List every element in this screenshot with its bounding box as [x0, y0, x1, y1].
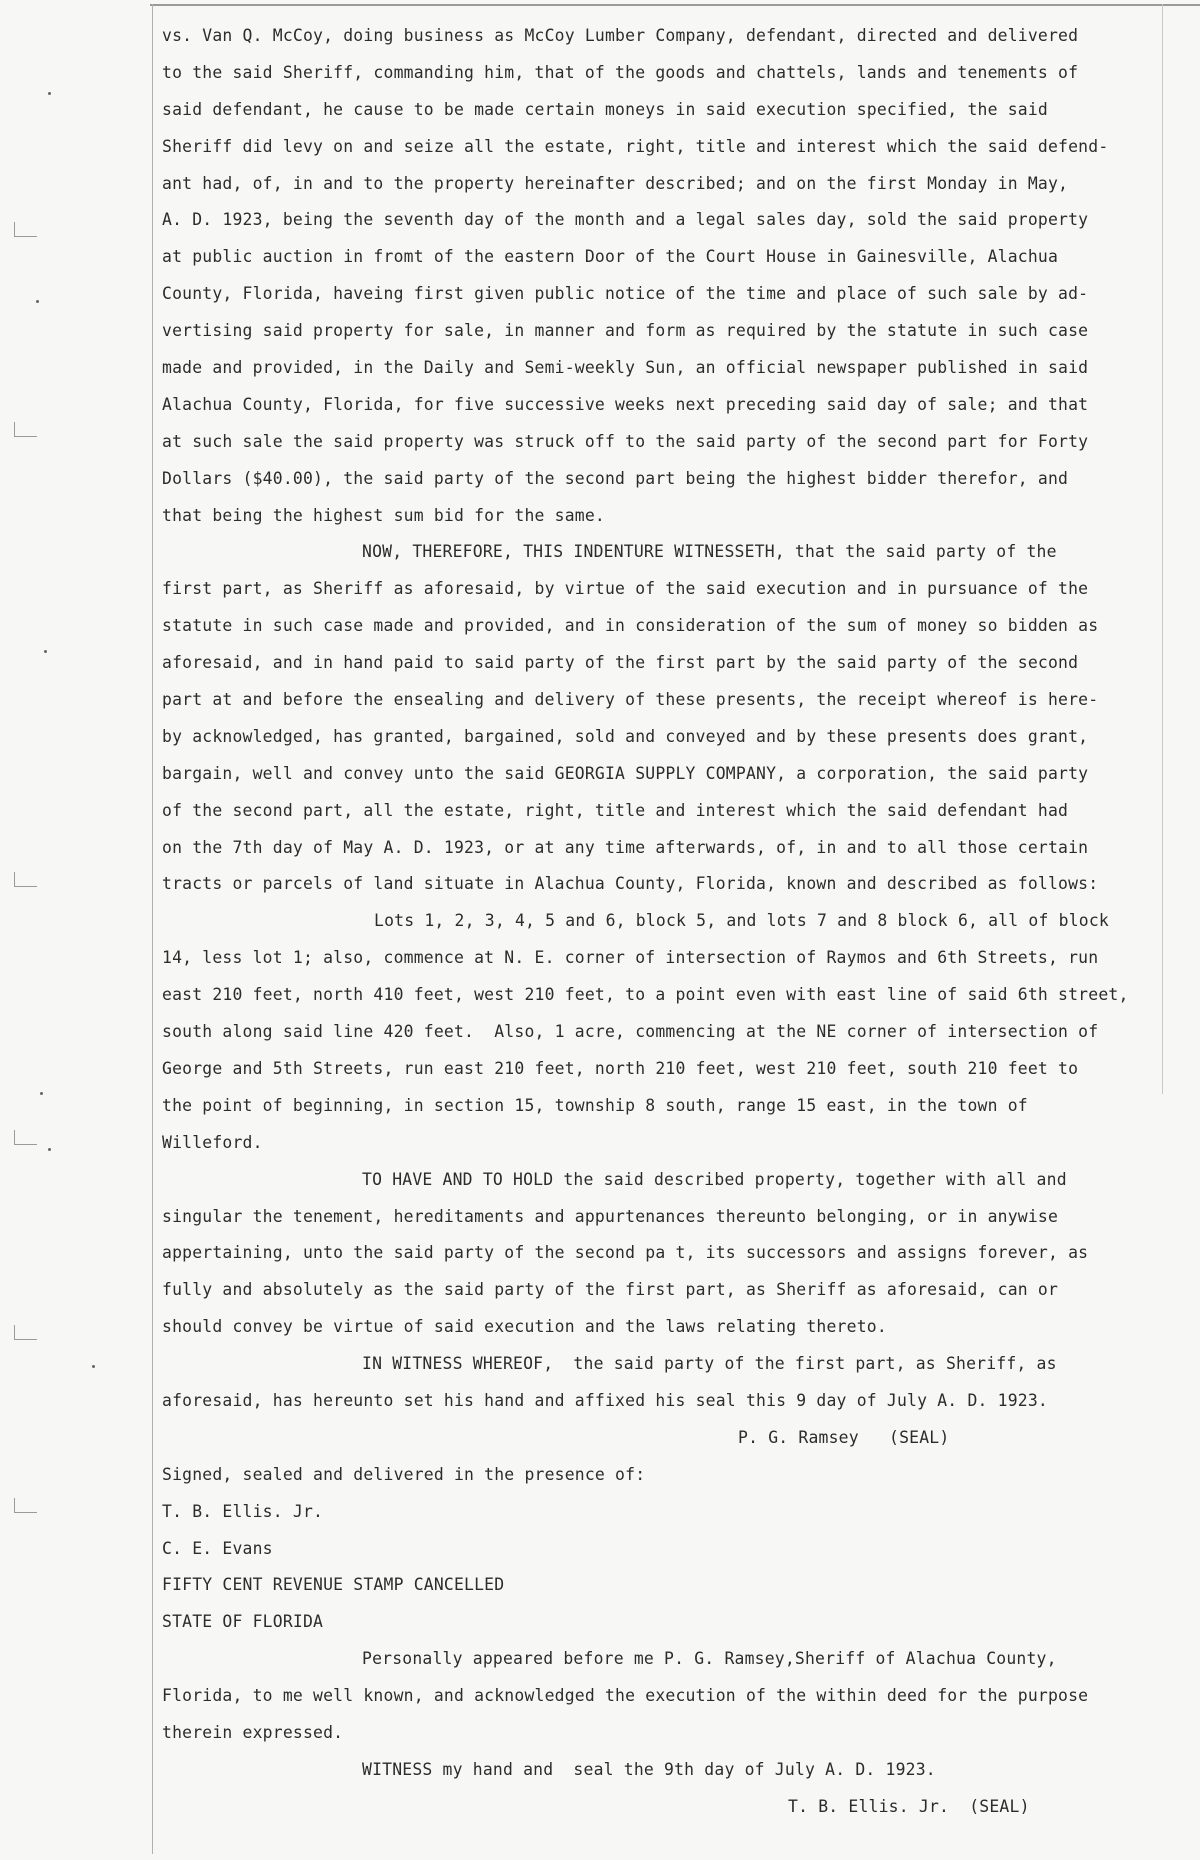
left-margin-line — [152, 4, 153, 1854]
text-line: A. D. 1923, being the seventh day of the month and a legal sales day, sold the said property — [162, 210, 1089, 230]
text-line: should convey be virtue of said execution and the laws relating thereto. — [162, 1317, 887, 1337]
text-line: on the 7th day of May A. D. 1923, or at any time afterwards, of, in and to all those certain — [162, 837, 1089, 857]
paragraph-start-line: IN WITNESS WHEREOF, the said party of the first part, as Sheriff, as — [362, 1354, 1057, 1374]
scan-speck — [36, 300, 39, 303]
text-line: Florida, to me well known, and acknowledged the execution of the within deed for the purpose — [162, 1686, 1089, 1706]
text-line: aforesaid, and in hand paid to said party of the first part by the said party of the second — [162, 653, 1079, 673]
scan-speck — [44, 650, 47, 653]
text-line: Dollars ($40.00), the said party of the second part being the highest bidder therefor, and — [162, 468, 1069, 488]
paragraph-start-line: NOW, THEREFORE, THIS INDENTURE WITNESSETH, that the said party of the — [362, 542, 1057, 562]
notary-signature: T. B. Ellis. Jr. (SEAL) — [788, 1796, 1030, 1816]
sheriff-signature: P. G. Ramsey (SEAL) — [738, 1427, 950, 1447]
text-line: therein expressed. — [162, 1722, 344, 1742]
text-line: said defendant, he cause to be made certain moneys in said execution specified, the said — [162, 99, 1048, 119]
scan-speck — [48, 1148, 51, 1151]
binding-mark — [14, 422, 37, 437]
text-line: ant had, of, in and to the property hereinafter described; and on the first Monday in May, — [162, 173, 1069, 193]
text-line: the point of beginning, in section 15, township 8 south, range 15 east, in the town of — [162, 1095, 1028, 1115]
scan-speck — [48, 92, 51, 95]
paragraph-start-line: Lots 1, 2, 3, 4, 5 and 6, block 5, and lots 7 and 8 block 6, all of block — [374, 911, 1109, 931]
text-line: vs. Van Q. McCoy, doing business as McCoy Lumber Company, defendant, directed and delivered — [162, 26, 1079, 45]
text-line: made and provided, in the Daily and Semi-weekly Sun, an official newspaper published in said — [162, 358, 1089, 378]
text-line: fully and absolutely as the said party of the first part, as Sheriff as aforesaid, can or — [162, 1280, 1059, 1300]
text-line: first part, as Sheriff as aforesaid, by virtue of the said execution and in pursuance of the — [162, 579, 1089, 599]
text-line: of the second part, all the estate, right, title and interest which the said defendant had — [162, 800, 1069, 820]
text-line: Alachua County, Florida, for five successive weeks next preceding said day of sale; and that — [162, 394, 1089, 414]
text-line: aforesaid, has hereunto set his hand and affixed his seal this 9 day of July A. D. 1923. — [162, 1390, 1048, 1410]
text-line: 14, less lot 1; also, commence at N. E. corner of intersection of Raymos and 6th Streets, run — [162, 948, 1099, 968]
text-line: George and 5th Streets, run east 210 feet, north 210 feet, west 210 feet, south 210 feet to — [162, 1058, 1079, 1078]
venue-heading: STATE OF FLORIDA — [162, 1612, 324, 1632]
binding-mark — [14, 1325, 37, 1340]
text-line: at such sale the said property was struck off to the said party of the second part for Forty — [162, 431, 1089, 451]
text-line: Willeford. — [162, 1132, 263, 1152]
text-line: appertaining, unto the said party of the second pa t, its successors and assigns forever, as — [162, 1243, 1089, 1263]
text-line: vertising said property for sale, in manner and form as required by the statute in such case — [162, 321, 1089, 341]
text-line: Signed, sealed and delivered in the presence of: — [162, 1464, 646, 1484]
binding-mark — [14, 222, 37, 237]
text-line: south along said line 420 feet. Also, 1 acre, commencing at the NE corner of intersection of — [162, 1022, 1099, 1042]
text-line: at public auction in fromt of the eastern Door of the Court House in Gainesville, Alachua — [162, 247, 1059, 267]
text-line: statute in such case made and provided, and in consideration of the sum of money so bidden as — [162, 616, 1099, 636]
text-line: bargain, well and convey unto the said GEORGIA SUPPLY COMPANY, a corporation, the said party — [162, 763, 1089, 783]
scan-speck — [40, 1092, 43, 1095]
text-line: County, Florida, haveing first given public notice of the time and place of such sale by ad- — [162, 284, 1089, 304]
right-margin-line — [1162, 4, 1163, 1094]
binding-mark — [14, 1498, 37, 1513]
binding-mark — [14, 872, 37, 887]
text-line: Sheriff did levy on and seize all the estate, right, title and interest which the said defend- — [162, 136, 1109, 156]
binding-mark — [14, 1130, 37, 1145]
text-line: east 210 feet, north 410 feet, west 210 feet, to a point even with east line of said 6th street, — [162, 985, 1129, 1005]
scan-speck — [92, 1365, 95, 1368]
text-line: singular the tenement, hereditaments and appurtenances thereunto belonging, or in anywise — [162, 1206, 1059, 1226]
top-rule — [150, 4, 1200, 6]
paragraph-start-line: TO HAVE AND TO HOLD the said described property, together with all and — [362, 1169, 1067, 1189]
text-line: tracts or parcels of land situate in Alachua County, Florida, known and described as follows: — [162, 874, 1099, 894]
stamp-note: FIFTY CENT REVENUE STAMP CANCELLED — [162, 1575, 505, 1595]
text-line: to the said Sheriff, commanding him, that of the goods and chattels, lands and tenements of — [162, 62, 1079, 82]
witness-name: C. E. Evans — [162, 1538, 273, 1558]
paragraph-start-line: WITNESS my hand and seal the 9th day of July A. D. 1923. — [362, 1759, 936, 1779]
deed-text — [162, 18, 1162, 1826]
paragraph-start-line: Personally appeared before me P. G. Ramsey,Sheriff of Alachua County, — [362, 1649, 1057, 1669]
witness-name: T. B. Ellis. Jr. — [162, 1501, 324, 1521]
text-line: by acknowledged, has granted, bargained, sold and conveyed and by these presents does grant, — [162, 726, 1089, 746]
text-line: that being the highest sum bid for the same. — [162, 505, 605, 525]
text-line: part at and before the ensealing and delivery of these presents, the receipt whereof is here- — [162, 690, 1099, 710]
